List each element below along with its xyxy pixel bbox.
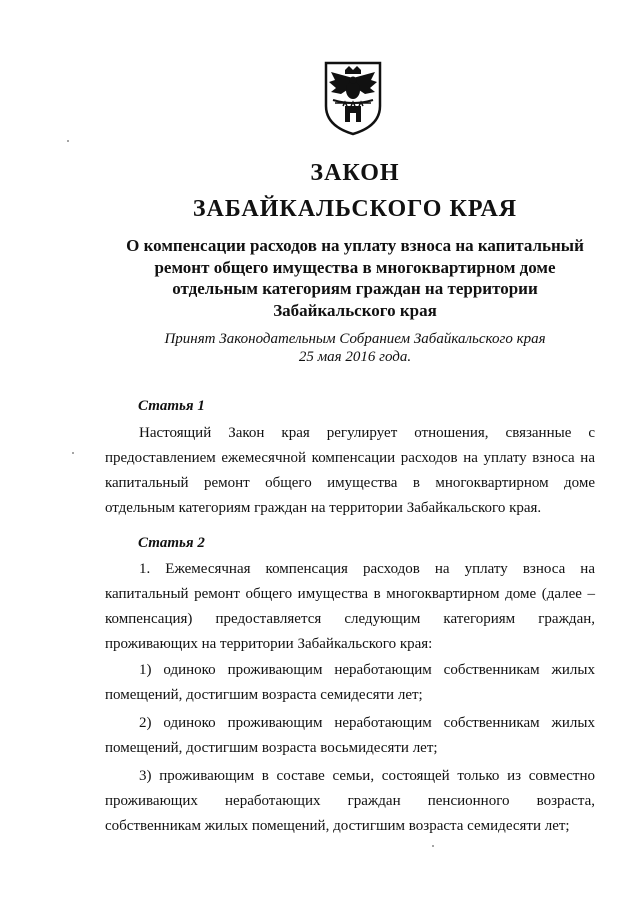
adoption-note-line1: Принят Законодательным Собранием Забайкальского края: [164, 331, 546, 347]
article-2-item-2: 2) одиноко проживающим неработающим собственникам жилых помещений, достигшим возраста восьмидесяти лет;: [105, 715, 595, 756]
article-1-paragraph: Настоящий Закон края регулирует отношения, связанные с предоставлением ежемесячной компенсации расходов на уплату взноса на капитальный ремонт общего имущества в многоквартирном доме отдельным категориям граждан на территории Забайкальского края.: [105, 425, 595, 516]
document-title-line2: ЗАБАЙКАЛЬСКОГО КРАЯ: [192, 196, 518, 222]
article-1-heading: Статья 1: [138, 398, 205, 414]
adoption-date: 25 мая 2016 года.: [298, 349, 412, 365]
article-2-paragraph-1: 1. Ежемесячная компенсация расходов на уплату взноса на капитальный ремонт общего имущества в многоквартирном доме (далее – компенсация) предоставляется следующим категориям граждан, проживающих на территории Забайкальского края:: [105, 561, 595, 652]
article-2-item-1: 1) одиноко проживающим неработающим собственникам жилых помещений, достигшим возраста семидесяти лет;: [105, 662, 595, 703]
coat-of-arms-icon: [323, 60, 383, 136]
scan-speck: [72, 452, 74, 454]
document-title-line1: ЗАКОН: [310, 160, 400, 186]
article-2-heading: Статья 2: [138, 535, 205, 551]
scan-speck: [432, 845, 434, 847]
article-2-item-3: 3) проживающим в составе семьи, состоящей только из совместно проживающих неработающих граждан пенсионного возраста, собственникам жилых помещений, достигшим возраста семидесяти лет;: [105, 768, 595, 834]
scan-speck: [67, 140, 69, 142]
document-subtitle: О компенсации расходов на уплату взноса на капитальный ремонт общего имущества в многоквартирном доме отдельным категориям граждан на территории Забайкальского края: [126, 236, 584, 320]
adoption-note: [110, 330, 600, 366]
